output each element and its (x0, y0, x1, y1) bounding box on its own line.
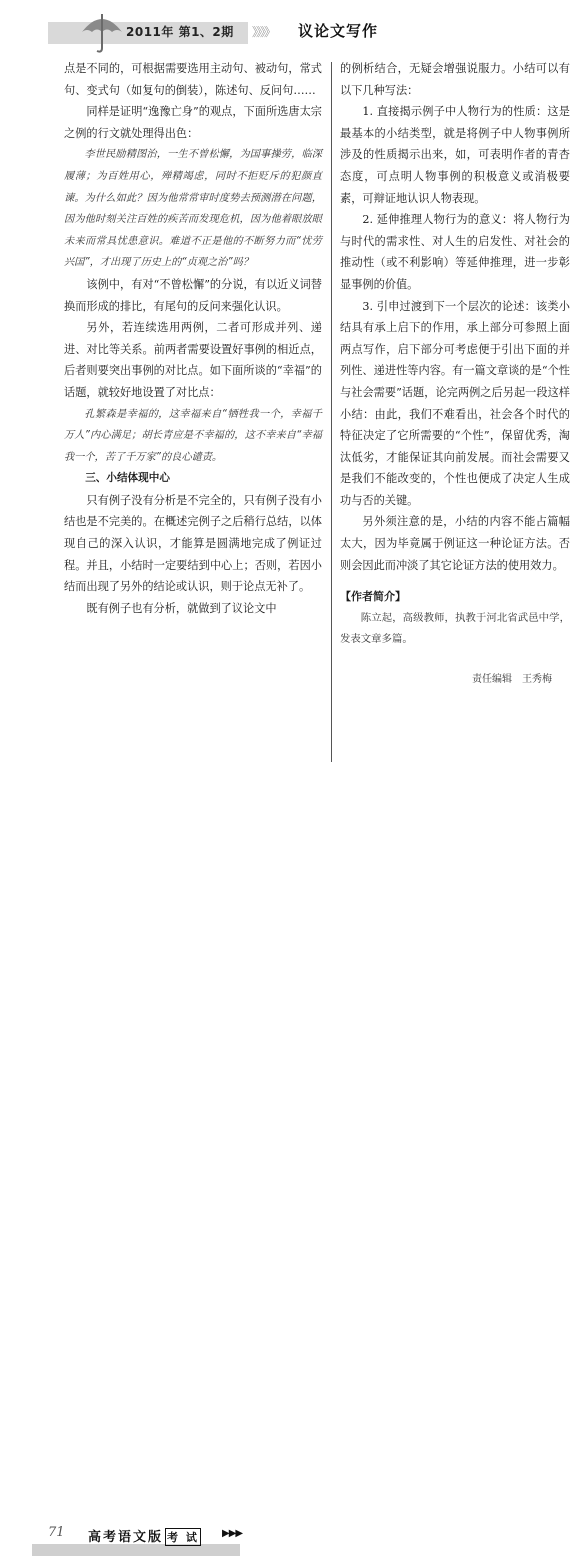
paragraph: 另外，若连续选用两例，二者可形成并列、递进、对比等关系。前两者需要设置好事例的相近点，后者则要突出事例的对比点。如下面所谈的“幸福”的话题，就较好地设置了对比点： (64, 321, 322, 399)
paragraph: 点是不同的，可根据需要选用主动句、被动句，常式句、变式句（如复句的倒装），陈述句、反问句…… (64, 62, 322, 97)
example-quote: 孔繁森是幸福的，这幸福来自“牺牲我一个，幸福千万人”内心满足；胡长青应是不幸福的，这不幸来自“幸福我一个，苦了千万家”的良心谴责。 (64, 408, 322, 463)
issue-label: 2011年 第1、2期 (126, 25, 234, 39)
paragraph: 2. 延伸推理人物行为的意义：将人物行为与时代的需求性、对人生的启发性、对社会的推动性（或不利影响）等延伸推理，进一步彰显事例的价值。 (340, 213, 570, 291)
paragraph: 只有例子没有分析是不完全的，只有例子没有小结也是不完美的。在概述完例子之后稍行总结，以体现自己的深入认识，才能算是圆满地完成了例证过程。并且，小结时一定要结到中心上；否则，若因小结而出现了另外的结论或认识，则于论点无补了。 (64, 493, 322, 594)
example-quote: 李世民励精图治，一生不曾松懈，为国事操劳，临深履薄；为百姓用心，殚精竭虑，同时不拒贬斥的犯颜直谏。为什么如此？因为他常常审时度势去预测潜在问题，因为他时刻关注百姓的疾苦而发现危机，因为他着眼放眼未来而常具忧患意识。难道不正是他的不断努力而“忧劳兴国”，才出现了历史上的“贞观之治”吗？ (64, 149, 322, 269)
page-number: 71 (48, 1525, 65, 1540)
author-bio: 陈立起，高级教师，执教于河北省武邑中学，发表文章多篇。 (340, 611, 570, 646)
section-title: 议论文写作 (298, 22, 379, 40)
arrow-decoration: ▶▶▶ (222, 1528, 243, 1539)
paragraph: 同样是证明“逸豫亡身”的观点，下面所选唐太宗之例的行文就处理得出色： (64, 105, 322, 140)
author-heading: 【作者简介】 (340, 590, 406, 604)
magazine-title (88, 1526, 201, 1546)
right-column (340, 58, 570, 691)
page-footer (0, 758, 581, 1545)
column-divider (331, 62, 332, 762)
paragraph: 既有例子也有分析，就做到了议论文中 (86, 601, 277, 615)
paragraph: 的例析结合，无疑会增强说服力。小结可以有以下几种写法： (340, 62, 570, 97)
page-header (0, 0, 581, 56)
paragraph: 另外须注意的是，小结的内容不能占篇幅太大，因为毕竟属于例证这一种论证方法。否则会因此而冲淡了其它论证方法的使用效力。 (340, 515, 570, 572)
paragraph: 该例中，有对“不曾松懈”的分说，有以近义词替换而形成的排比，有尾句的反问来强化认识。 (64, 277, 322, 313)
paragraph: 3. 引申过渡到下一个层次的论述：该类小结具有承上启下的作用，承上部分可参照上面两点写作，启下部分可考虑便于引出下面的并列性、递进性等内容。有一篇文章谈的是“个性与社会需要”话题，论完两例之后另起一段这样小结：由此，我们不难看出，社会各个时代的特征决定了它所需要的“个性”，保留优秀，淘汰低劣，才能保证其向前发展。而社会需要又是我们不能改变的，个性也便成了决定人生成功与否的关键。 (340, 299, 570, 507)
subsection-heading: 三、小结体现中心 (85, 472, 170, 485)
chevron-decoration: 》》》》 (252, 25, 275, 39)
editor-credit: 责任编辑 王秀梅 (472, 674, 552, 686)
magazine-name: 高考语文版 (88, 1530, 164, 1545)
paragraph: 1. 直接揭示例子中人物行为的性质：这是最基本的小结类型，就是将例子中人物事例所涉及的性质揭示出来，如，可表明作者的青杏态度，可点明人物事例的积极意义或消极要素，可辩证地认识人物表现。 (340, 105, 570, 205)
umbrella-icon (78, 8, 126, 56)
exam-box: 考 试 (165, 1528, 201, 1546)
left-column (64, 58, 322, 619)
